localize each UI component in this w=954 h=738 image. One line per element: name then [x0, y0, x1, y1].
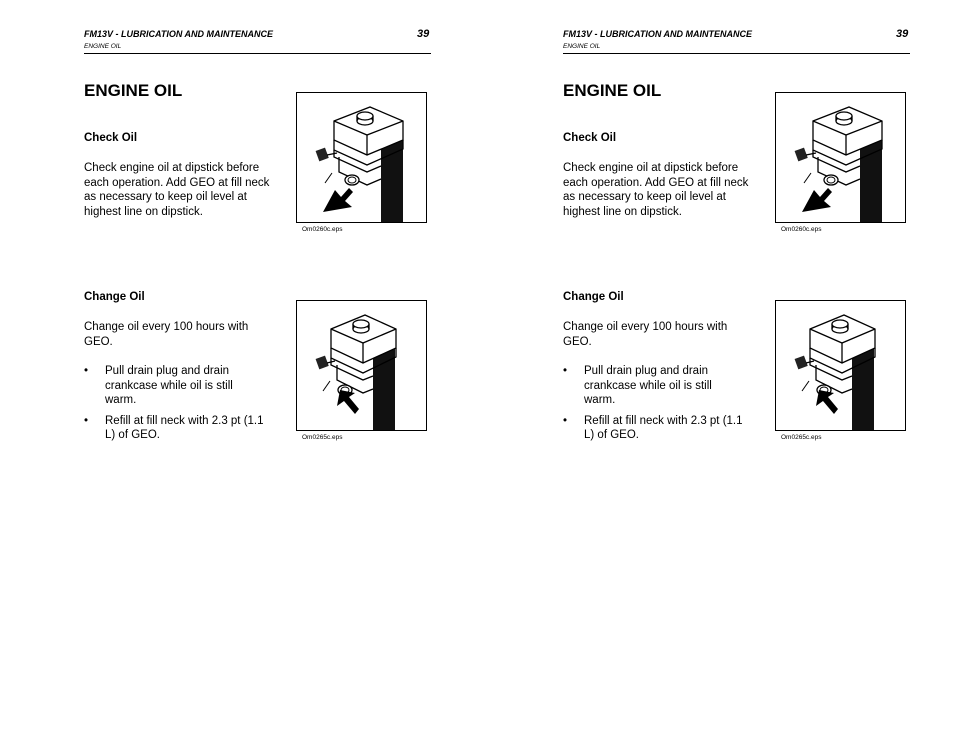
list-item — [563, 364, 743, 408]
change-oil-heading: Change Oil — [84, 291, 145, 303]
list-item — [84, 414, 264, 443]
section-title: ENGINE OIL — [84, 81, 183, 100]
change-oil-illustration — [296, 300, 427, 431]
bullet-marker: • — [84, 414, 89, 427]
bullet-marker: • — [563, 414, 568, 427]
step-text: Refill at fill neck with 2.3 pt (1.1 L) of GEO. — [584, 414, 743, 441]
change-oil-caption: Om0265c.eps — [781, 434, 822, 441]
check-oil-illustration — [296, 92, 427, 223]
engine-drain-plug-drawing — [776, 301, 905, 430]
bullet-marker: • — [84, 365, 89, 377]
list-item — [84, 364, 264, 408]
check-oil-text: Check engine oil at dipstick before each operation. Add GEO at fill neck as necessary to keep oil level at highest line on dipstick. — [84, 162, 270, 218]
check-oil-caption: Om0260c.eps — [781, 226, 822, 233]
step-text: Pull drain plug and drain crankcase while oil is still warm. — [584, 365, 712, 406]
header-subtitle: ENGINE OIL — [84, 43, 122, 50]
engine-drain-plug-drawing — [297, 301, 426, 430]
check-oil-caption: Om0260c.eps — [302, 226, 343, 233]
header-title: FM13V - LUBRICATION AND MAINTENANCE — [563, 29, 752, 39]
page-number: 39 — [896, 28, 909, 40]
change-oil-illustration — [775, 300, 906, 431]
header-title: FM13V - LUBRICATION AND MAINTENANCE — [84, 29, 273, 39]
step-text: Refill at fill neck with 2.3 pt (1.1 L) of GEO. — [105, 414, 264, 441]
change-oil-heading: Change Oil — [563, 291, 624, 303]
page-right — [479, 0, 954, 738]
check-oil-heading: Check Oil — [84, 132, 138, 144]
check-oil-text: Check engine oil at dipstick before each operation. Add GEO at fill neck as necessary to keep oil level at highest line on dipstick. — [563, 162, 749, 218]
engine-dipstick-drawing — [297, 93, 426, 222]
change-oil-text: Change oil every 100 hours with GEO. — [84, 321, 249, 348]
change-oil-caption: Om0265c.eps — [302, 434, 343, 441]
check-oil-illustration — [775, 92, 906, 223]
section-title: ENGINE OIL — [563, 81, 662, 100]
list-item — [563, 414, 743, 443]
page-number: 39 — [417, 28, 430, 40]
header-subtitle: ENGINE OIL — [563, 43, 601, 50]
step-text: Pull drain plug and drain crankcase while oil is still warm. — [105, 365, 233, 406]
bullet-marker: • — [563, 365, 568, 377]
header-divider — [84, 53, 431, 54]
change-oil-text: Change oil every 100 hours with GEO. — [563, 321, 728, 348]
change-oil-steps — [84, 364, 264, 449]
header-divider — [563, 53, 910, 54]
change-oil-steps — [563, 364, 743, 449]
engine-dipstick-drawing — [776, 93, 905, 222]
check-oil-heading: Check Oil — [563, 132, 617, 144]
